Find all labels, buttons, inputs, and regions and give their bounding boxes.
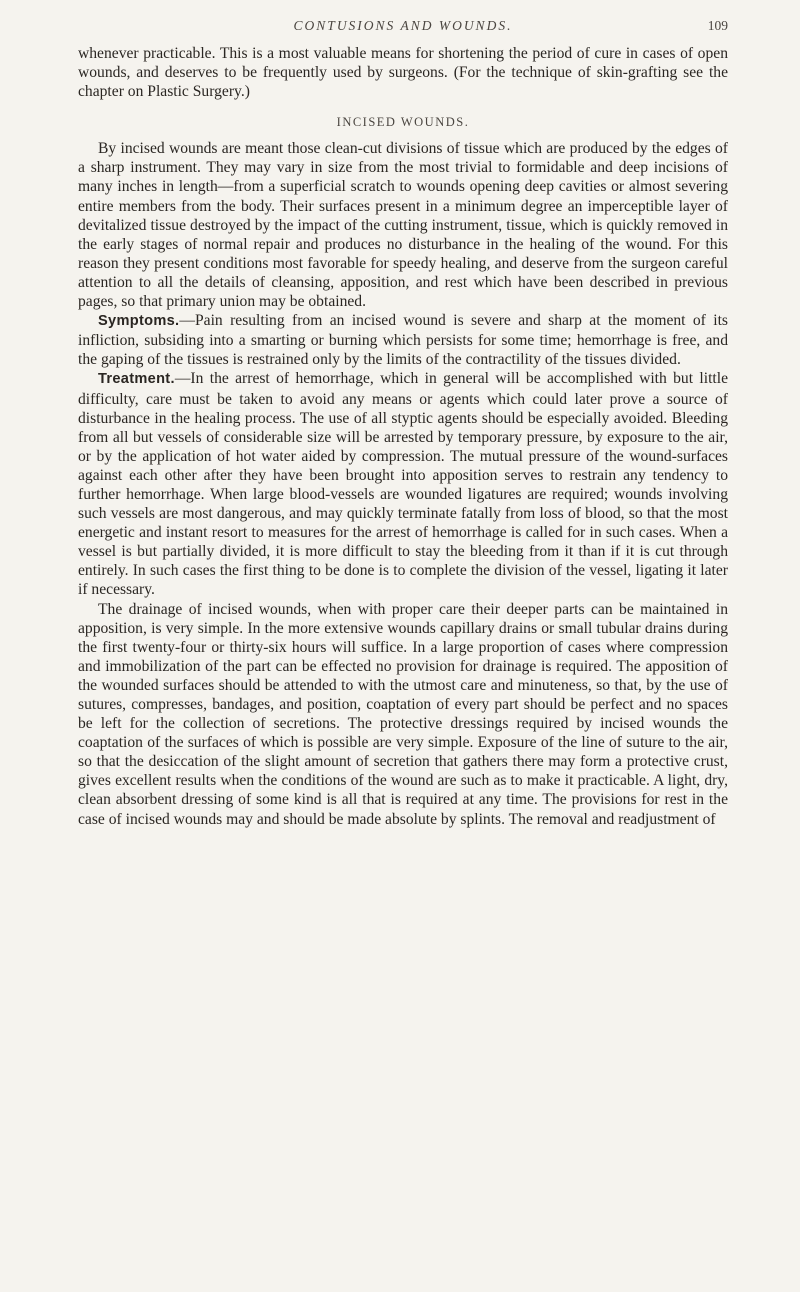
drainage-paragraph: The drainage of incised wounds, when with proper care their deeper parts can be maintained in apposition, is very simple. In the more extensive wounds capillary drains or small tubular drains during the first twenty-four or thirty-six hours will suffice. In a large proportion of cases where compression and immobilization of the part can be effected no provision for drainage is required. The apposition of the wounded surfaces should be attended to with the utmost care and minuteness, so that, by the use of sutures, compresses, bandages, and position, coaptation of every part should be perfect and no spaces be left for the collection of secretions. The protective dressings required by incised wounds the coaptation of the surfaces of which is possible are very simple. Exposure of the line of suture to the air, so that the desiccation of the slight amount of secretion that gathers there may form a protective crust, gives excellent results when the conditions of the wound are such as to make it practicable. A light, dry, clean absorbent dressing of some kind is all that is required at any time. The provisions for rest in the case of incised wounds may and should be made absolute by splints. The removal and readjustment of [78, 600, 728, 828]
treatment-text: —In the arrest of hemorrhage, which in general will be accomplished with but little difficulty, care must be taken to avoid any means or agents which could later prove a source of disturbance in the healing process. The use of all styptic agents should be especially avoided. Bleeding from all but vessels of considerable size will be arrested by temporary pressure, by exposure to the air, or by the application of hot water aided by compression. The mutual pressure of the wound-surfaces against each other after they have been brought into apposition serves to restrain any tendency to further hemorrhage. When large blood-vessels are wounded ligatures are required; wounds involving such vessels are most dangerous, and may quickly terminate fatally from loss of blood, so that the most energetic and instant resort to measures for the arrest of hemorrhage is called for in such cases. When a vessel is but partially divided, it is more difficult to stay the bleeding from it than if it is cut through entirely. In such cases the first thing to be done is to complete the division of the vessel, ligating it later if necessary. [78, 370, 728, 599]
page-number: 109 [707, 18, 728, 33]
running-head [78, 18, 728, 44]
treatment-label: Treatment. [98, 371, 175, 388]
section-heading: INCISED WOUNDS. [336, 115, 470, 130]
intro-paragraph: By incised wounds are meant those clean-cut divisions of tissue which are produced by the edges of a sharp instrument. They may vary in size from the most trivial to formidable and deep incisions of many inches in length—from a superficial scratch to wounds opening deep cavities or almost severing entire members from the body. Their surfaces present in a minimum degree an imperceptible layer of devitalized tissue destroyed by the impact of the cutting instrument, tissue, which is quickly removed in the early stages of normal repair and produces no disturbance in the healing of the wound. For this reason they present conditions most favorable for speedy healing, and deserve from the surgeon careful attention to all the details of cleansing, apposition, and rest which have been described in previous pages, so that primary union may be obtained. [78, 140, 728, 311]
symptoms-text: —Pain resulting from an incised wound is severe and sharp at the moment of its infliction, subsiding into a smarting or burning which persists for some time; hemorrhage is free, and the gaping of the tissues is restrained only by the limits of the contractility of the tissues divided. [78, 312, 728, 369]
symptoms-paragraph [78, 311, 728, 369]
treatment-paragraph [78, 369, 728, 599]
opening-paragraph: whenever practicable. This is a most valuable means for shortening the period of cure in cases of open wounds, and deserves to be frequently used by surgeons. (For the technique of skin-grafting see the chapter on Plastic Surgery.) [78, 45, 728, 101]
book-page [78, 18, 728, 829]
running-title: CONTUSIONS AND WOUNDS. [293, 18, 513, 33]
symptoms-label: Symptoms. [98, 313, 180, 330]
